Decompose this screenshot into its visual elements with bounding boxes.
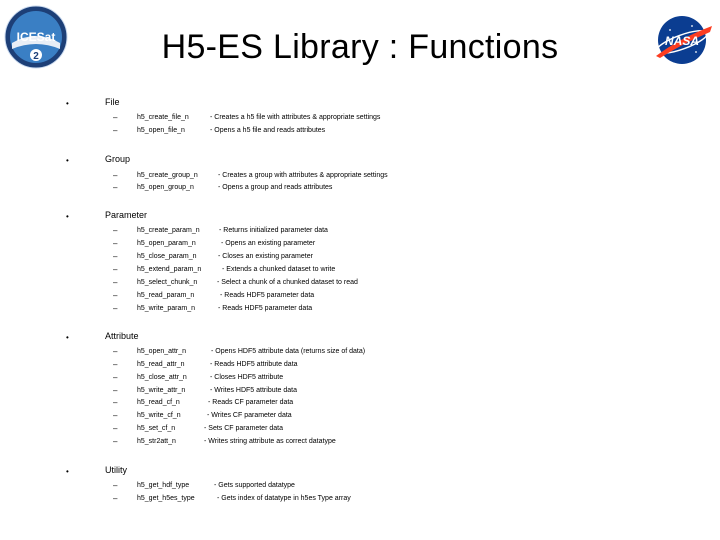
bullet-icon: • (66, 99, 69, 108)
function-name: h5_close_attr_n (137, 374, 187, 381)
function-description: - Opens a group and reads attributes (218, 184, 333, 191)
function-description: - Writes HDF5 attribute data (210, 387, 298, 394)
function-name: h5_create_file_n (137, 114, 189, 121)
function-name: h5_set_cf_n (137, 425, 176, 432)
function-name: h5_write_cf_n (137, 412, 181, 419)
function-description: - Creates a h5 file with attributes & appropriate settings (210, 114, 381, 121)
function-name: h5_open_file_n (137, 127, 185, 134)
icesat2-logo (4, 5, 68, 69)
dash-icon: – (113, 424, 118, 433)
function-description: - Creates a group with attributes & appropriate settings (218, 172, 388, 179)
slide-title: H5-ES Library : Functions (161, 28, 559, 66)
section-attribute-heading: Attribute (105, 331, 139, 341)
function-name: h5_open_param_n (137, 240, 196, 247)
function-name: h5_write_attr_n (137, 387, 186, 394)
dash-icon: – (113, 481, 118, 490)
function-description: - Writes string attribute as correct datatype (204, 438, 336, 445)
bullet-icon: • (66, 156, 69, 165)
function-description: - Gets supported datatype (214, 482, 295, 489)
section-parameter-heading: Parameter (105, 210, 148, 220)
dash-icon: – (113, 411, 118, 420)
dash-icon: – (113, 373, 118, 382)
dash-icon: – (113, 437, 118, 446)
dash-icon: – (113, 386, 118, 395)
section-group-heading: Group (105, 154, 131, 164)
dash-icon: – (113, 304, 118, 313)
function-name: h5_read_param_n (137, 292, 195, 299)
function-name: h5_create_param_n (137, 227, 200, 234)
function-name: h5_select_chunk_n (137, 279, 198, 286)
dash-icon: – (113, 347, 118, 356)
dash-icon: – (113, 278, 118, 287)
function-description: - Sets CF parameter data (204, 425, 283, 432)
dash-icon: – (113, 265, 118, 274)
function-description: - Closes HDF5 attribute (210, 374, 284, 381)
function-description: - Reads HDF5 parameter data (220, 292, 315, 299)
dash-icon: – (113, 226, 118, 235)
function-name: h5_create_group_n (137, 172, 198, 179)
dash-icon: – (113, 398, 118, 407)
function-name: h5_close_param_n (137, 253, 197, 260)
function-description: - Opens an existing parameter (221, 240, 316, 247)
function-description: - Reads HDF5 attribute data (210, 361, 298, 368)
function-name: h5_str2att_n (137, 438, 176, 445)
dash-icon: – (113, 126, 118, 135)
dash-icon: – (113, 239, 118, 248)
nasa-logo-text: NASA (664, 34, 700, 48)
function-description: - Opens a h5 file and reads attributes (210, 127, 326, 134)
function-name: h5_open_group_n (137, 184, 194, 191)
function-description: - Closes an existing parameter (218, 253, 313, 260)
function-description: - Extends a chunked dataset to write (222, 266, 336, 273)
function-description: - Opens HDF5 attribute data (returns size of data) (211, 348, 366, 355)
bullet-icon: • (66, 333, 69, 342)
function-name: h5_get_h5es_type (137, 495, 195, 502)
bullet-icon: • (66, 467, 69, 476)
dash-icon: – (113, 113, 118, 122)
icesat-logo-number: 2 (33, 51, 39, 62)
function-description: - Returns initialized parameter data (219, 227, 328, 234)
function-description: - Reads HDF5 parameter data (218, 305, 313, 312)
function-name: h5_open_attr_n (137, 348, 187, 355)
function-name: h5_get_hdf_type (137, 482, 190, 489)
function-description: - Select a chunk of a chunked dataset to read (217, 279, 358, 286)
dash-icon: – (113, 494, 118, 503)
section-file-heading: File (105, 97, 120, 107)
function-name: h5_read_cf_n (137, 399, 180, 406)
dash-icon: – (113, 183, 118, 192)
icesat-logo-text: ICESat (16, 30, 56, 44)
function-name: h5_read_attr_n (137, 361, 185, 368)
bullet-icon: • (66, 212, 69, 221)
nasa-logo (650, 12, 714, 68)
function-description: - Gets index of datatype in h5es Type array (217, 495, 351, 502)
dash-icon: – (113, 360, 118, 369)
function-name: h5_write_param_n (137, 305, 195, 312)
dash-icon: – (113, 291, 118, 300)
function-description: - Reads CF parameter data (208, 399, 294, 406)
dash-icon: – (113, 171, 118, 180)
dash-icon: – (113, 252, 118, 261)
function-description: - Writes CF parameter data (207, 412, 292, 419)
section-utility-heading: Utility (105, 465, 127, 475)
function-name: h5_extend_param_n (137, 266, 202, 273)
